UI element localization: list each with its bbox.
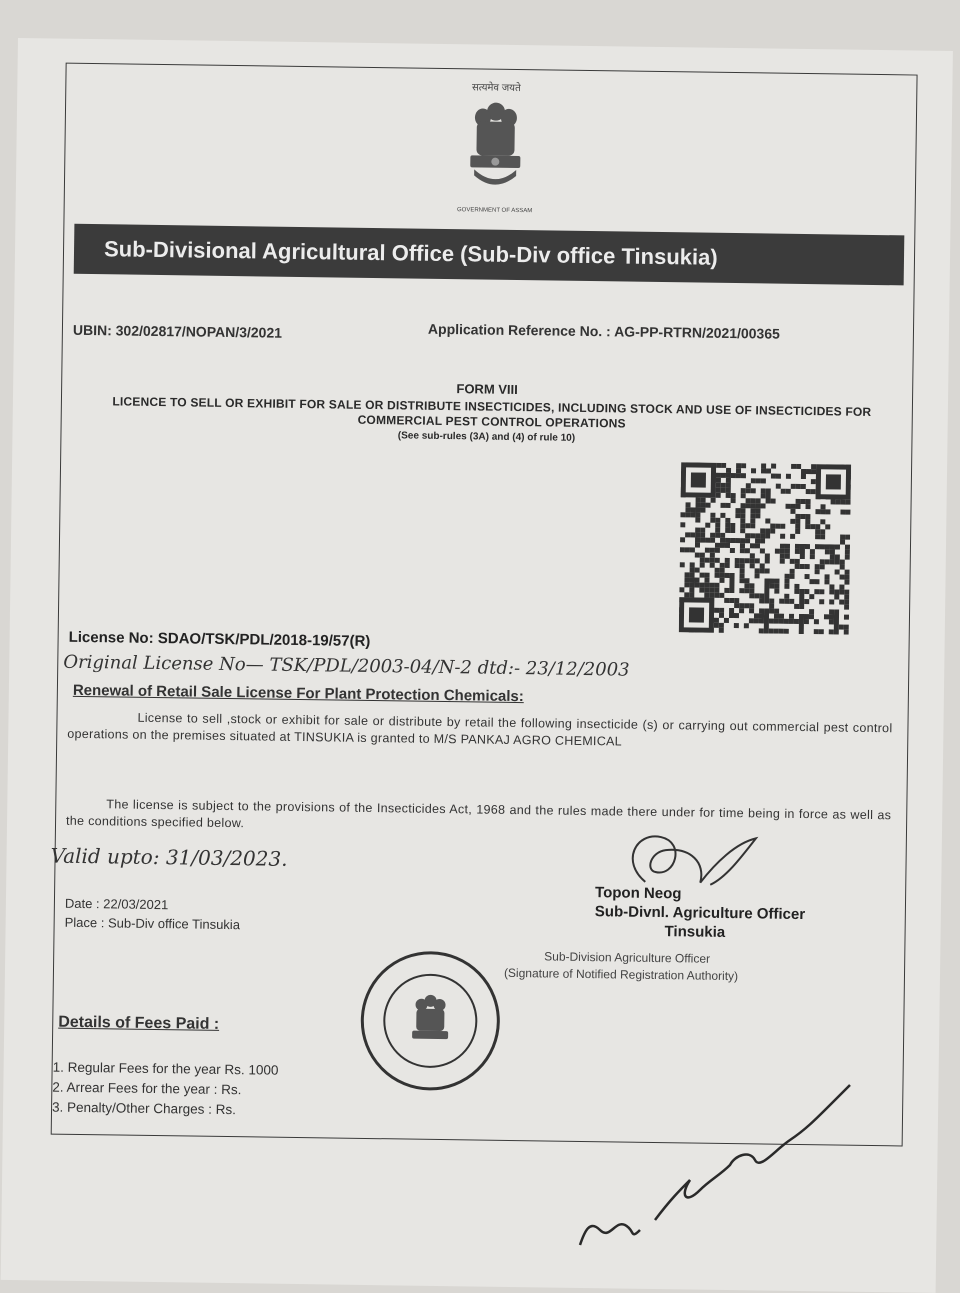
officer-name: Topon Neog <box>595 884 682 903</box>
national-emblem <box>449 79 541 230</box>
fee-regular: 1. Regular Fees for the year Rs. 1000 <box>52 1059 279 1078</box>
id-row <box>73 322 903 350</box>
officer-location: Tinsukia <box>664 923 726 941</box>
signature-line-1: Sub-Division Agriculture Officer <box>544 949 711 966</box>
office-title: Sub-Divisional Agricultural Office (Sub-Div office Tinsukia) <box>103 236 718 270</box>
handwritten-original-license: Original License No— TSK/PDL/2003-04/N-2 dtd:- 23/12/2003 <box>63 651 630 681</box>
signature-description <box>504 938 739 985</box>
bottom-handwritten-signature <box>560 1080 890 1250</box>
emblem-motto: सत्यमेव जयते <box>471 82 521 95</box>
office-banner <box>74 224 905 286</box>
office-seal <box>357 948 504 1095</box>
form-subtitle: LICENCE TO SELL OR EXHIBIT FOR SALE OR DISTRIBUTE INSECTICIDES, INCLUDING STOCK AND USE OF INSECTICIDES FOR COMMERCIAL PEST CONTROL OPERATIONS <box>112 394 872 431</box>
renewal-heading: Renewal of Retail Sale License For Plant Protection Chemicals: <box>72 681 524 706</box>
handwritten-validity: Valid upto: 31/03/2023. <box>50 843 288 871</box>
fees-list <box>52 1058 279 1121</box>
license-number: License No: SDAO/TSK/PDL/2018-19/57(R) <box>68 628 371 650</box>
issue-details <box>65 894 241 934</box>
fee-arrear: 2. Arrear Fees for the year : Rs. <box>52 1079 242 1098</box>
qr-code <box>679 462 851 634</box>
fees-title: Details of Fees Paid : <box>58 1013 220 1033</box>
signature-line-2: (Signature of Notified Registration Authority) <box>503 965 739 984</box>
issue-date: Date : 22/03/2021 <box>64 895 169 913</box>
application-reference: Application Reference No. : AG-PP-RTRN/2021/00365 <box>427 320 780 342</box>
license-conditions-paragraph: The license is subject to the provisions of the Insecticides Act, 1968 and the rules made there under for time being in force as well as the conditions specified below. <box>65 797 892 831</box>
form-rule-note: (See sub-rules (3A) and (4) of rule 10) <box>397 430 576 444</box>
issue-place: Place : Sub-Div office Tinsukia <box>64 914 241 933</box>
lion-capital-icon <box>460 93 531 199</box>
document-frame <box>51 63 918 1147</box>
form-title: FORM VIII <box>456 381 518 398</box>
ubin-number: UBIN: 302/02817/NOPAN/3/2021 <box>72 321 283 341</box>
license-grant-paragraph: License to sell ,stock or exhibit for sale or distribute by retail the following insecticide (s) or carrying out commercial pest control operations on the premises situated at TINSUKIA is granted to M/S PANKAJ AGRO CHEMICAL <box>67 710 893 749</box>
officer-stamp <box>594 883 805 943</box>
emblem-caption: GOVERNMENT OF ASSAM <box>456 207 533 215</box>
officer-designation: Sub-Divnl. Agriculture Officer <box>594 903 806 924</box>
fee-penalty: 3. Penalty/Other Charges : Rs. <box>51 1099 237 1118</box>
